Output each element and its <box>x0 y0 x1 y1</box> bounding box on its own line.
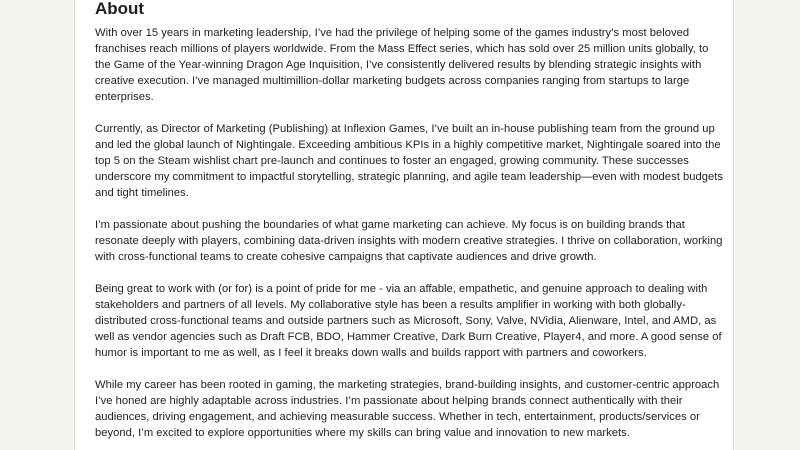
about-section-card <box>74 0 734 450</box>
about-section-content <box>75 0 733 441</box>
about-paragraph: I’m passionate about pushing the boundaries of what game marketing can achieve. My focus is on building brands that resonate deeply with players, combining data-driven insights with modern creative strategies. I thrive on collaboration, working with cross-functional teams to create cohesive campaigns that captivate audiences and drive growth. <box>95 219 723 263</box>
about-section-title: About <box>95 0 145 18</box>
about-paragraph: Being great to work with (or for) is a point of pride for me - via an affable, empathetic, and genuine approach to dealing with stakeholders and partners of all levels. My collaborative style has been a results amplifier in working with both globally-distributed cross-functional teams and outside partners such as Microsoft, Sony, Valve, NVidia, Alienware, Intel, and AMD, as well as vendor agencies such as Draft FCB, BDO, Hammer Creative, Dark Burn Creative, Player4, and more. A good sense of humor is important to me as well, as I feel it breaks down walls and builds rapport with partners and coworkers. <box>95 283 722 359</box>
about-text <box>95 25 723 441</box>
about-paragraph: With over 15 years in marketing leadership, I’ve had the privilege of helping some of the games industry’s most beloved franchises reach millions of players worldwide. From the Mass Effect series, which has sold over 25 million units globally, to the Game of the Year-winning Dragon Age Inquisition, I’ve consistently delivered results by blending strategic insights with creative execution. I’ve managed multimillion-dollar marketing budgets across companies ranging from startups to large enterprises. <box>95 27 709 103</box>
about-paragraph: While my career has been rooted in gaming, the marketing strategies, brand-building insights, and customer-centric approach I’ve honed are highly adaptable across industries. I’m passionate about helping brands connect authentically with their audiences, driving engagement, and achieving measurable success. Whether in tech, entertainment, products/services or beyond, I’m excited to explore opportunities where my skills can bring value and innovation to new markets. <box>95 379 720 439</box>
about-paragraph: Currently, as Director of Marketing (Publishing) at Inflexion Games, I’ve built an in-house publishing team from the ground up and led the global launch of Nightingale. Exceeding ambitious KPIs in a highly competitive market, Nightingale soared into the top 5 on the Steam wishlist chart pre-launch and continues to foster an engaged, growing community. These successes underscore my commitment to impactful storytelling, strategic planning, and agile team leadership—even with modest budgets and tight timelines. <box>95 123 723 199</box>
